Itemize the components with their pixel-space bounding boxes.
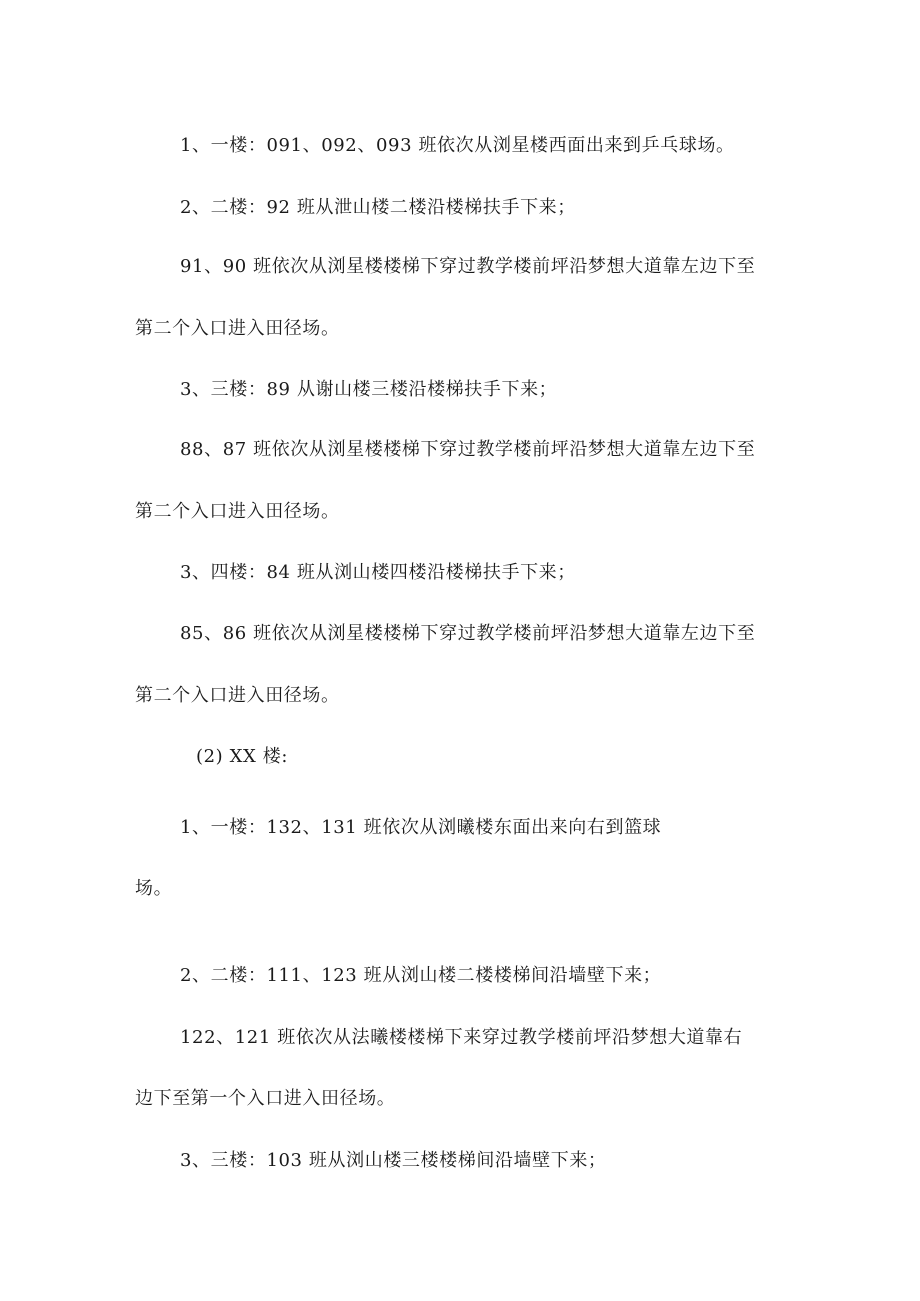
paragraph-line: 2、二楼：111、123 班从浏山楼二楼楼梯间沿墙壁下来；	[180, 965, 662, 986]
paragraph-line: 3、三楼：89 从谢山楼三楼沿楼梯扶手下来；	[180, 379, 558, 400]
section-heading: (2) XX 楼:	[196, 746, 289, 767]
paragraph-line: 边下至第一个入口进入田径场。	[135, 1088, 396, 1109]
paragraph-line: 1、一楼：091、092、093 班依次从浏星楼西面出来到乒乓球场。	[180, 135, 735, 156]
paragraph-line: 第二个入口进入田径场。	[135, 501, 340, 522]
paragraph-line: 85、86 班依次从浏星楼楼梯下穿过教学楼前坪沿梦想大道靠左边下至	[180, 623, 756, 644]
paragraph-line: 122、121 班依次从法曦楼楼梯下来穿过教学楼前坪沿梦想大道靠右	[180, 1027, 743, 1048]
paragraph-line: 91、90 班依次从浏星楼楼梯下穿过教学楼前坪沿梦想大道靠左边下至	[180, 256, 756, 277]
paragraph-line: 场。	[135, 878, 173, 899]
paragraph-line: 第二个入口进入田径场。	[135, 318, 340, 339]
paragraph-line: 2、二楼：92 班从泄山楼二楼沿楼梯扶手下来；	[180, 197, 576, 218]
paragraph-line: 3、四楼：84 班从浏山楼四楼沿楼梯扶手下来；	[180, 562, 576, 583]
paragraph-line: 3、三楼：103 班从浏山楼三楼楼梯间沿墙壁下来；	[180, 1150, 607, 1171]
paragraph-line: 第二个入口进入田径场。	[135, 685, 340, 706]
paragraph-line: 1、一楼：132、131 班依次从浏曦楼东面出来向右到篮球	[180, 817, 662, 838]
paragraph-line: 88、87 班依次从浏星楼楼梯下穿过教学楼前坪沿梦想大道靠左边下至	[180, 439, 756, 460]
